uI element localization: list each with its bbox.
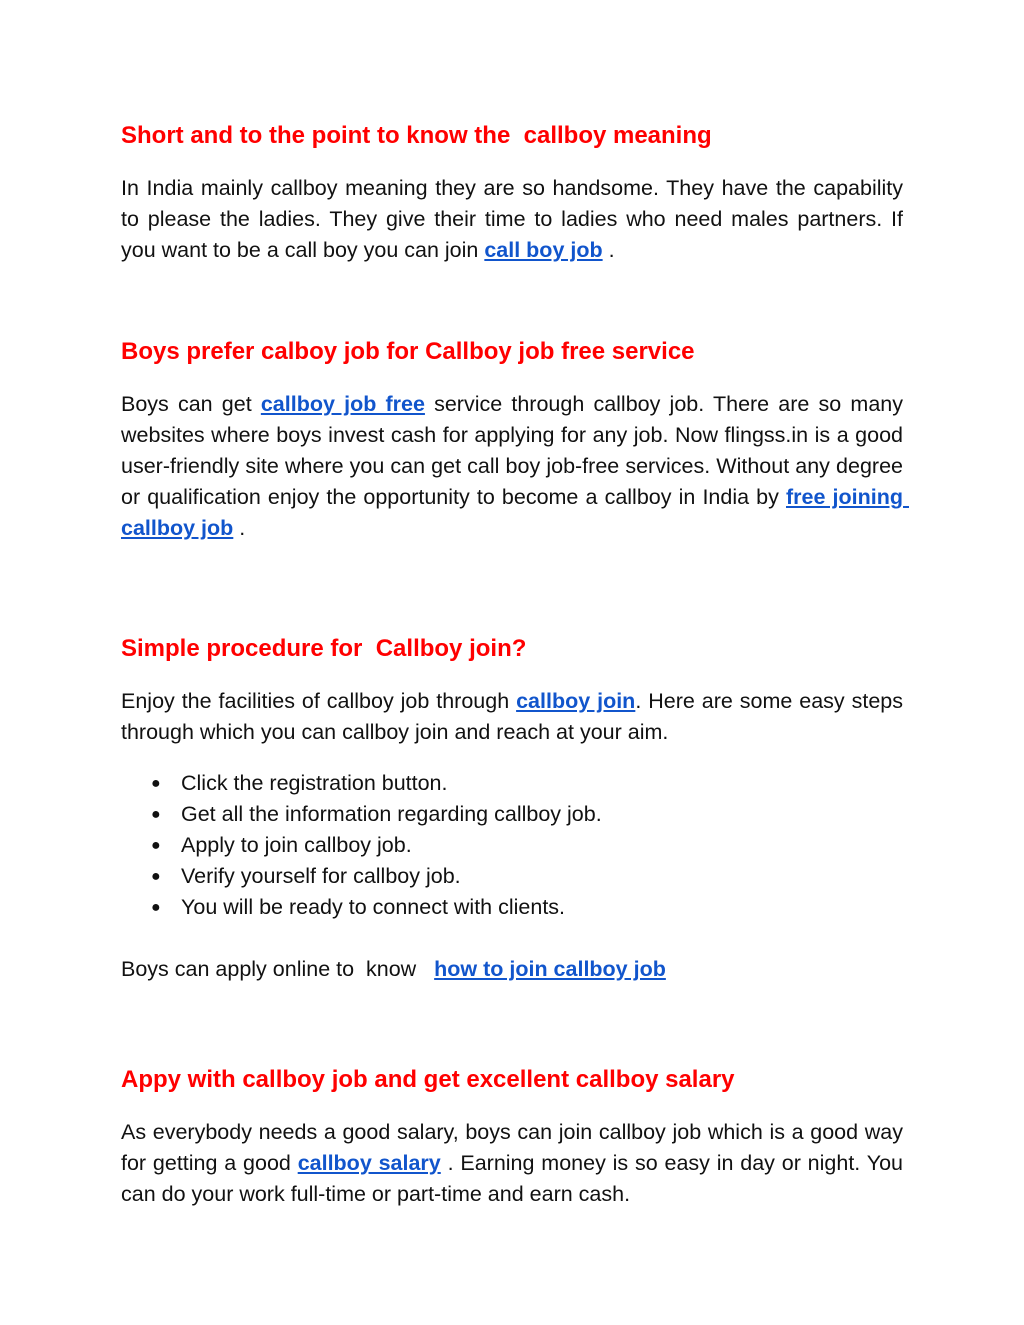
link-callboy-job-free[interactable]: callboy job free [260,392,425,416]
step-text: Verify yourself for callboy job. [181,864,461,888]
bullet-icon: ● [151,899,161,916]
heading-simple-procedure: Simple procedure for Callboy join? [121,635,527,662]
paragraph-text: Enjoy the facilities of callboy job through [121,689,517,713]
link-free-joining-callboy-job[interactable]: free joining callboy job [121,485,909,540]
paragraph-text: . [233,516,246,540]
bullet-icon: ● [151,837,161,854]
step-text: Click the registration button. [181,771,448,795]
step-text: Apply to join callboy job. [181,833,412,857]
link-callboy-join[interactable]: callboy join [516,689,636,713]
paragraph-text: Boys can get [121,392,261,416]
bullet-icon: ● [151,868,161,885]
step-text: Get all the information regarding callboy job. [181,802,602,826]
heading-callboy-salary: Appy with callboy job and get excellent callboy salary [121,1066,735,1093]
paragraph-apply-online [121,954,903,985]
list-item [121,861,903,892]
paragraph-text: In India mainly callboy meaning they are so handsome. They have the capability to please the ladies. They give their time to ladies who need males partners. If you want to be a call boy you can join [121,176,909,262]
bullet-icon: ● [151,806,161,823]
paragraph-text: . [602,238,615,262]
paragraph-text: . Earning money is so easy in day or night. You can do your work full-time or part-time and earn cash. [121,1151,909,1206]
paragraph-text: service through callboy job. There are so many websites where boys invest cash for applying for any job. Now flingss.in is a good user-friendly site where you can get call boy job-free services. Without any degree or qualification enjoy the opportunity to become a callboy in India by [121,392,909,509]
bullet-icon: ● [151,775,161,792]
link-how-to-join-callboy-job[interactable]: how to join callboy job [434,957,666,981]
link-call-boy-job[interactable]: call boy job [484,238,603,262]
paragraph-free-service [121,389,909,544]
document-page [121,118,909,1210]
paragraph-callboy-meaning [121,173,909,266]
link-callboy-salary[interactable]: callboy salary [297,1151,441,1175]
list-item [121,768,903,799]
paragraph-text: As everybody needs a good salary, boys can join callboy job which is a good way for getting a good [121,1120,909,1175]
paragraph-text: . Here are some easy steps through which you can callboy join and reach at your aim. [121,689,909,744]
paragraph-text: Boys can apply online to know [121,957,435,981]
step-text: You will be ready to connect with clients. [181,895,566,919]
heading-callboy-meaning: Short and to the point to know the callboy meaning [121,122,712,149]
list-item [121,799,903,830]
list-item [121,830,903,861]
paragraph-callboy-salary [121,1117,909,1210]
paragraph-simple-procedure [121,686,909,748]
heading-free-service: Boys prefer calboy job for Callboy job free service [121,338,695,365]
steps-list [121,768,903,923]
list-item [121,892,903,923]
